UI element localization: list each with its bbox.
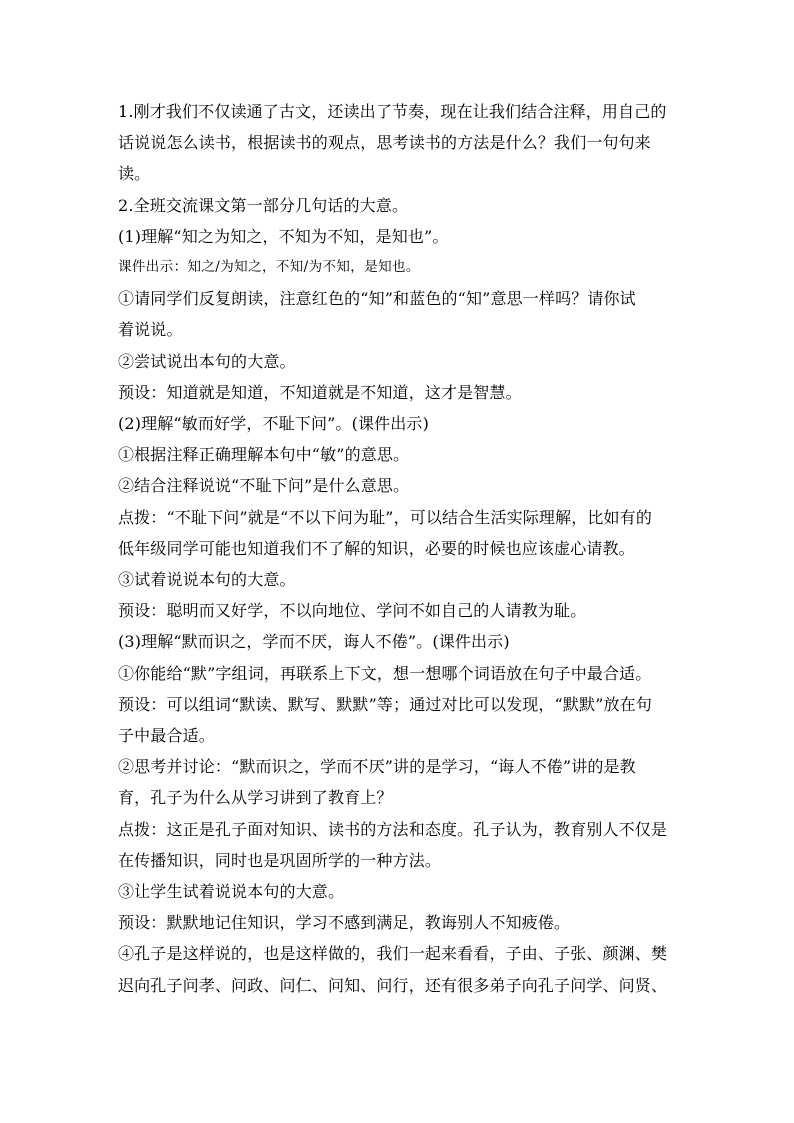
text-line: 话说说怎么读书，根据读书的观点，思考读书的方法是什么？我们一句句来 xyxy=(118,133,651,153)
text-line: ④孔子是这样说的，也是这样做的，我们一起来看看，子由、子张、颜渊、樊 xyxy=(118,944,668,964)
text-line: (1)理解“知之为知之，不知为不知，是知也”。 xyxy=(118,226,449,246)
text-line: (3)理解“默而识之，学而不厌，诲人不倦”。(课件出示) xyxy=(118,632,510,652)
text-line: 点拨：这正是孔子面对知识、读书的方法和态度。孔子认为，教育别人不仅是 xyxy=(118,819,668,839)
text-line: 点拨：“不耻下问”就是“不以下问为耻”，可以结合生活实际理解，比如有的 xyxy=(118,507,652,527)
text-line: ②结合注释说说“不耻下问”是什么意思。 xyxy=(118,476,410,496)
text-line: 在传播知识，同时也是巩固所学的一种方法。 xyxy=(118,850,442,870)
text-line: 1.刚才我们不仅读通了古文，还读出了节奏，现在让我们结合注释，用自己的 xyxy=(118,102,667,121)
text-line: 2.全班交流课文第一部分几句话的大意。 xyxy=(118,195,409,215)
text-line: ③让学生试着说说本句的大意。 xyxy=(118,882,345,902)
text-line: 子中最合适。 xyxy=(118,726,215,746)
text-line: 育，孔子为什么从学习讲到了教育上？ xyxy=(118,788,393,808)
text-line: 预设：知道就是知道，不知道就是不知道，这才是智慧。 xyxy=(118,382,522,402)
document-body xyxy=(118,96,684,1001)
text-line: ①根据注释正确理解本句中“敏”的意思。 xyxy=(118,445,410,465)
text-line: ②尝试说出本句的大意。 xyxy=(118,351,296,371)
text-line: 预设：可以组词“默读、默写、默默”等；通过对比可以发现，“默默”放在句 xyxy=(118,694,652,714)
text-line: ①你能给“默”字组词，再联系上下文，想一想哪个词语放在句子中最合适。 xyxy=(118,663,652,683)
text-line: 预设：默默地记住知识，学习不感到满足，教诲别人不知疲倦。 xyxy=(118,913,571,933)
text-line: ②思考并讨论：“默而识之，学而不厌”讲的是学习，“诲人不倦”讲的是教 xyxy=(118,757,636,777)
text-line: ③试着说说本句的大意。 xyxy=(118,570,296,590)
text-line: 着说说。 xyxy=(118,320,183,340)
text-line: ①请同学们反复朗读，注意红色的“知”和蓝色的“知”意思一样吗？请你试 xyxy=(118,289,636,309)
text-line: (2)理解“敏而好学，不耻下问”。(课件出示) xyxy=(118,414,429,434)
text-line: 低年级同学可能也知道我们不了解的知识，必要的时候也应该虚心请教。 xyxy=(118,538,635,558)
text-line: 迟向孔子问孝、问政、问仁、问知、问行，还有很多弟子向孔子问学、问贤、 xyxy=(118,975,668,995)
text-line: 预设：聪明而又好学，不以向地位、学问不如自己的人请教为耻。 xyxy=(118,601,587,621)
text-line: 课件出示：知之/为知之，不知/为不知，是知也。 xyxy=(118,259,420,276)
text-line: 读。 xyxy=(118,164,151,184)
